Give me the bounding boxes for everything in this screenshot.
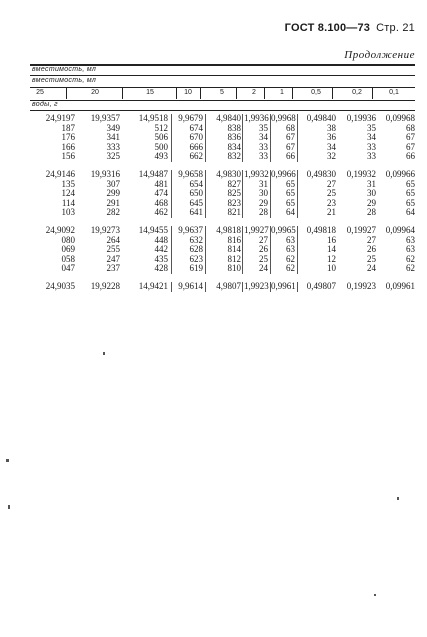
table-cell: 36 [327, 132, 336, 143]
table-cell: 62 [286, 263, 295, 274]
table-cell: 67 [406, 132, 415, 143]
table-cell: 124 [61, 188, 75, 199]
table-cell: 14,9518 [138, 113, 168, 123]
column-mark [242, 170, 243, 218]
table-cell: 632 [189, 234, 203, 245]
table-cell: 812 [227, 253, 241, 264]
table-cell: 0,9965 [271, 224, 296, 235]
table-cell: 63 [406, 244, 415, 255]
table-cell: 27 [327, 178, 336, 189]
column-header: 20 [91, 89, 99, 96]
table-cell: 299 [106, 188, 120, 199]
table-cell: 29 [367, 197, 376, 208]
column-mark [242, 114, 243, 162]
table-row [30, 180, 415, 190]
table-cell: 9,9614 [178, 280, 203, 291]
table-cell: 0,19932 [346, 168, 376, 179]
table-cell: 19,9273 [90, 224, 120, 235]
table-cell: 26 [259, 244, 268, 255]
table-row [30, 199, 415, 209]
table-cell: 0,49807 [306, 280, 336, 291]
column-header: 0,1 [389, 89, 399, 96]
table-cell: 838 [227, 122, 241, 133]
caption-mid: вместимость, мл [32, 77, 97, 84]
table-cell: 0,09961 [385, 280, 415, 291]
table-cell: 349 [106, 122, 120, 133]
table-cell: 506 [154, 132, 168, 143]
table-cell: 282 [106, 207, 120, 218]
table-cell: 1,9932 [244, 168, 269, 179]
table-cell: 29 [259, 197, 268, 208]
table-cell: 64 [406, 207, 415, 218]
table-cell: 24,9197 [45, 113, 75, 123]
table-cell: 63 [406, 234, 415, 245]
table-cell: 836 [227, 132, 241, 143]
column-mark [270, 282, 271, 292]
table-cell: 63 [286, 244, 295, 255]
column-header: 15 [146, 89, 154, 96]
table-rule [30, 110, 415, 111]
table-cell: 25 [367, 253, 376, 264]
table-row [30, 264, 415, 274]
table-cell: 4,9830 [216, 168, 241, 179]
table-cell: 30 [259, 188, 268, 199]
column-header: 25 [36, 89, 44, 96]
table-cell: 670 [189, 132, 203, 143]
table-row [30, 170, 415, 180]
table-cell: 67 [406, 141, 415, 152]
table-cell: 1,9927 [244, 224, 269, 235]
table-cell: 9,9679 [178, 113, 203, 123]
table-cell: 65 [406, 188, 415, 199]
table-cell: 058 [61, 253, 75, 264]
table-cell: 435 [154, 253, 168, 264]
scan-speck [6, 459, 9, 462]
table-cell: 65 [286, 178, 295, 189]
column-separator [372, 88, 373, 99]
continuation-label: Продолжение [344, 49, 415, 61]
table-cell: 512 [154, 122, 168, 133]
table-cell: 14,9421 [138, 280, 168, 291]
table-cell: 62 [286, 253, 295, 264]
column-separator [264, 88, 265, 99]
table-cell: 12 [327, 253, 336, 264]
table-rule [30, 75, 415, 76]
table-cell: 66 [286, 151, 295, 162]
column-mark [205, 114, 206, 162]
table-cell: 0,09966 [385, 168, 415, 179]
table-cell: 674 [189, 122, 203, 133]
table-cell: 21 [327, 207, 336, 218]
table-body [30, 114, 415, 292]
column-header: 0,5 [311, 89, 321, 96]
table-cell: 32 [327, 151, 336, 162]
column-mark [242, 226, 243, 274]
column-mark [297, 226, 298, 274]
table-cell: 0,09968 [385, 113, 415, 123]
table-cell: 047 [61, 263, 75, 274]
table-cell: 68 [286, 122, 295, 133]
table-cell: 34 [327, 141, 336, 152]
column-mark [171, 114, 172, 162]
table-cell: 65 [406, 197, 415, 208]
table-cell: 62 [406, 263, 415, 274]
column-mark [270, 170, 271, 218]
table-cell: 65 [406, 178, 415, 189]
table-row [30, 143, 415, 153]
column-mark [205, 226, 206, 274]
table-cell: 814 [227, 244, 241, 255]
table-cell: 33 [259, 141, 268, 152]
table-cell: 333 [106, 141, 120, 152]
table-cell: 187 [61, 122, 75, 133]
column-header-row [30, 88, 415, 100]
table-cell: 0,19936 [346, 113, 376, 123]
row-group [30, 226, 415, 274]
column-separator [176, 88, 177, 99]
table-cell: 468 [154, 197, 168, 208]
table-cell: 103 [61, 207, 75, 218]
column-header: 5 [220, 89, 224, 96]
table-cell: 30 [367, 188, 376, 199]
column-separator [236, 88, 237, 99]
table-cell: 307 [106, 178, 120, 189]
table-cell: 0,49818 [306, 224, 336, 235]
scan-speck [397, 497, 399, 500]
column-mark [171, 226, 172, 274]
table-cell: 0,19927 [346, 224, 376, 235]
caption-bottom: воды, г [32, 101, 58, 108]
table-row [30, 255, 415, 265]
table-cell: 31 [259, 178, 268, 189]
table-cell: 33 [367, 151, 376, 162]
table-cell: 28 [259, 207, 268, 218]
table-row [30, 282, 415, 292]
table-cell: 442 [154, 244, 168, 255]
table-cell: 24,9146 [45, 168, 75, 179]
table-cell: 33 [259, 151, 268, 162]
column-mark [205, 282, 206, 292]
table-cell: 500 [154, 141, 168, 152]
table-row [30, 245, 415, 255]
table-cell: 33 [367, 141, 376, 152]
table-cell: 0,19923 [346, 280, 376, 291]
table-cell: 481 [154, 178, 168, 189]
table-cell: 10 [327, 263, 336, 274]
table-cell: 264 [106, 234, 120, 245]
table-cell: 9,9637 [178, 224, 203, 235]
scan-speck [103, 352, 105, 355]
table-cell: 645 [189, 197, 203, 208]
column-mark [297, 282, 298, 292]
table-cell: 1,9936 [244, 113, 269, 123]
table-cell: 834 [227, 141, 241, 152]
table-cell: 23 [327, 197, 336, 208]
table-cell: 24 [367, 263, 376, 274]
column-header: 2 [252, 89, 256, 96]
page-header [285, 22, 415, 34]
table-cell: 68 [406, 122, 415, 133]
table-cell: 237 [106, 263, 120, 274]
table-cell: 34 [367, 132, 376, 143]
table-cell: 255 [106, 244, 120, 255]
table-cell: 428 [154, 263, 168, 274]
table-row [30, 133, 415, 143]
table-cell: 291 [106, 197, 120, 208]
table-cell: 27 [367, 234, 376, 245]
table-cell: 156 [61, 151, 75, 162]
table-cell: 069 [61, 244, 75, 255]
table-cell: 34 [259, 132, 268, 143]
table-cell: 0,09964 [385, 224, 415, 235]
table-cell: 67 [286, 132, 295, 143]
table-cell: 24,9092 [45, 224, 75, 235]
caption-top: вместимость, мл [32, 66, 97, 73]
column-header: 0,2 [352, 89, 362, 96]
table-rule [30, 100, 415, 101]
column-mark [270, 114, 271, 162]
table-cell: 827 [227, 178, 241, 189]
table-cell: 0,49840 [306, 113, 336, 123]
table-cell: 4,9818 [216, 224, 241, 235]
table-cell: 19,9316 [90, 168, 120, 179]
column-header: 10 [184, 89, 192, 96]
table-row [30, 189, 415, 199]
row-group [30, 170, 415, 218]
table-cell: 35 [367, 122, 376, 133]
table-cell: 16 [327, 234, 336, 245]
table-cell: 0,9968 [271, 113, 296, 123]
table-cell: 4,9840 [216, 113, 241, 123]
table-cell: 832 [227, 151, 241, 162]
table-cell: 14 [327, 244, 336, 255]
table-cell: 25 [259, 253, 268, 264]
table-row [30, 124, 415, 134]
table-cell: 080 [61, 234, 75, 245]
table-cell: 474 [154, 188, 168, 199]
table-cell: 25 [327, 188, 336, 199]
table-cell: 821 [227, 207, 241, 218]
table-cell: 14,9487 [138, 168, 168, 179]
table-cell: 493 [154, 151, 168, 162]
table-cell: 825 [227, 188, 241, 199]
table-cell: 114 [61, 197, 75, 208]
table-row [30, 114, 415, 124]
table-cell: 341 [106, 132, 120, 143]
table-cell: 247 [106, 253, 120, 264]
column-separator [200, 88, 201, 99]
table-cell: 0,49830 [306, 168, 336, 179]
table-cell: 65 [286, 188, 295, 199]
table-cell: 26 [367, 244, 376, 255]
table-cell: 62 [406, 253, 415, 264]
table-row [30, 152, 415, 162]
table-cell: 662 [189, 151, 203, 162]
table-cell: 35 [259, 122, 268, 133]
table-cell: 31 [367, 178, 376, 189]
table-cell: 0,9961 [271, 280, 296, 291]
table-cell: 14,9455 [138, 224, 168, 235]
column-separator [292, 88, 293, 99]
column-header: 1 [280, 89, 284, 96]
column-mark [242, 282, 243, 292]
column-mark [205, 170, 206, 218]
table-cell: 654 [189, 178, 203, 189]
column-mark [171, 282, 172, 292]
row-group [30, 114, 415, 162]
table-cell: 63 [286, 234, 295, 245]
column-separator [332, 88, 333, 99]
table-cell: 325 [106, 151, 120, 162]
table-cell: 0,9966 [271, 168, 296, 179]
column-separator [66, 88, 67, 99]
table-cell: 19,9357 [90, 113, 120, 123]
standard-number: ГОСТ 8.100—73 [284, 22, 371, 34]
table-cell: 38 [327, 122, 336, 133]
table-cell: 135 [61, 178, 75, 189]
table-cell: 666 [189, 141, 203, 152]
table-cell: 67 [286, 141, 295, 152]
column-mark [297, 170, 298, 218]
table-row [30, 226, 415, 236]
column-mark [270, 226, 271, 274]
table-cell: 628 [189, 244, 203, 255]
table-cell: 641 [189, 207, 203, 218]
table-cell: 27 [259, 234, 268, 245]
column-mark [297, 114, 298, 162]
column-mark [171, 170, 172, 218]
table-cell: 19,9228 [90, 280, 120, 291]
table-cell: 619 [189, 263, 203, 274]
table-cell: 9,9658 [178, 168, 203, 179]
scan-speck [8, 505, 10, 509]
table-cell: 816 [227, 234, 241, 245]
table-cell: 166 [61, 141, 75, 152]
table-cell: 1,9923 [244, 280, 269, 291]
table-cell: 823 [227, 197, 241, 208]
table-cell: 4,9807 [216, 280, 241, 291]
page-number: Стр. 21 [376, 22, 415, 34]
table-cell: 24,9035 [45, 280, 75, 291]
scan-speck [374, 594, 376, 596]
table-cell: 24 [259, 263, 268, 274]
table-cell: 28 [367, 207, 376, 218]
table-cell: 66 [406, 151, 415, 162]
table-cell: 65 [286, 197, 295, 208]
table-cell: 176 [61, 132, 75, 143]
table-row [30, 236, 415, 246]
table-cell: 64 [286, 207, 295, 218]
column-separator [122, 88, 123, 99]
table-cell: 448 [154, 234, 168, 245]
table-cell: 623 [189, 253, 203, 264]
table-cell: 462 [154, 207, 168, 218]
table-row [30, 208, 415, 218]
table-cell: 650 [189, 188, 203, 199]
row-group [30, 282, 415, 292]
table-cell: 810 [227, 263, 241, 274]
